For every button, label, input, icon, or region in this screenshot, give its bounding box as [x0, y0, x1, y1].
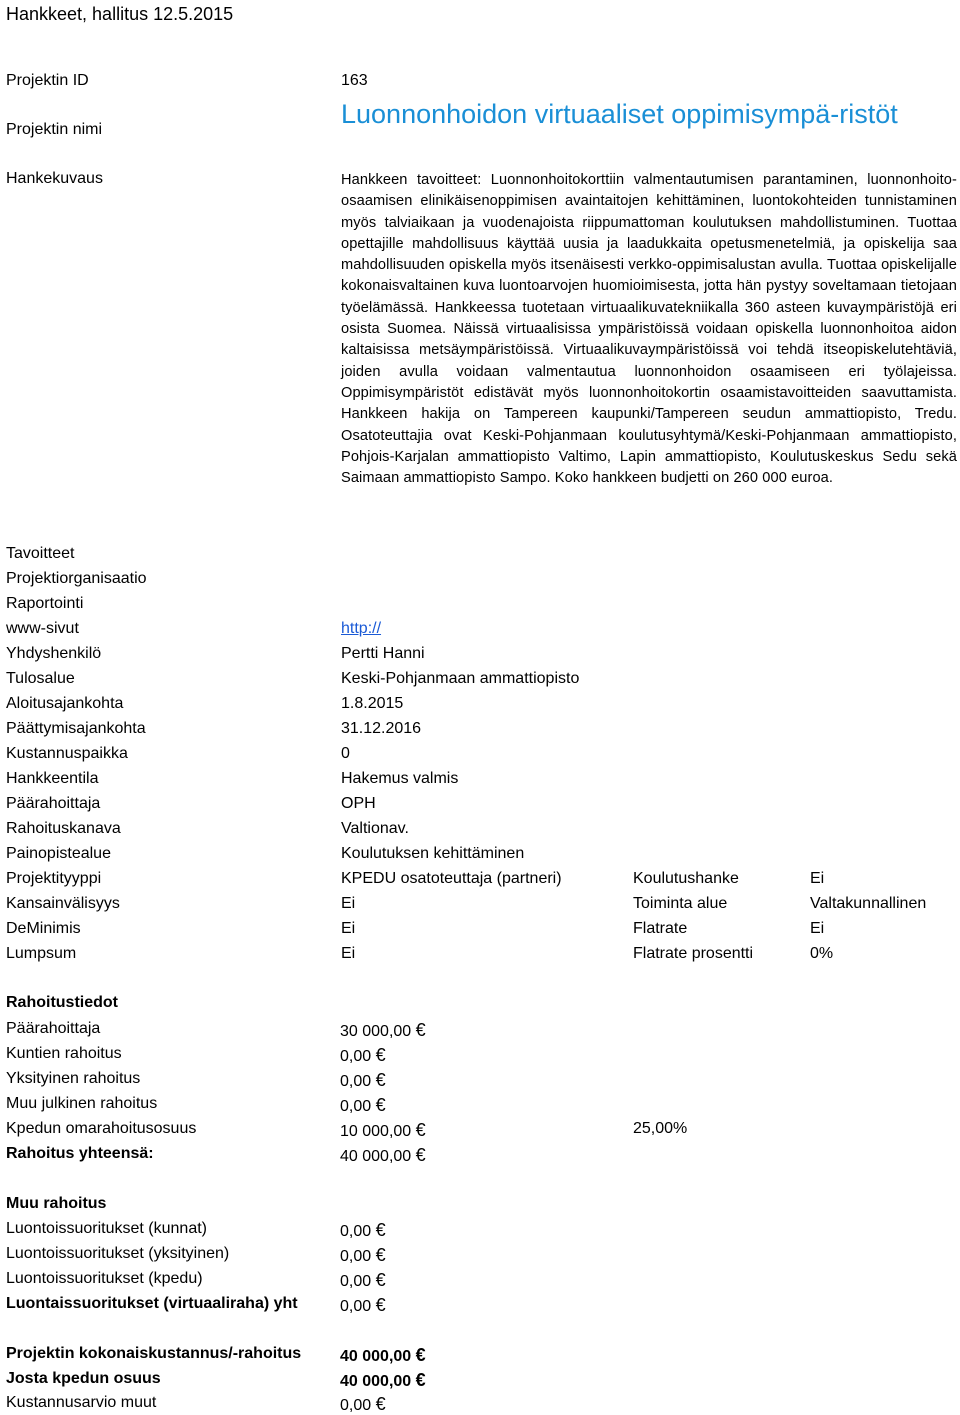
section-heading-rahoitustiedot: Rahoitustiedot [6, 994, 118, 1011]
label-projektiorganisaatio: Projektiorganisaatio [6, 570, 147, 587]
label-deminimis: DeMinimis [6, 920, 81, 937]
amount-value: 0,00 [340, 1273, 372, 1290]
value-projektityyppi: KPEDU osatoteuttaja (partneri) [341, 870, 562, 887]
value-flatrate-prosentti: 0% [810, 945, 834, 962]
value-kpedun-percent: 25,00% [633, 1120, 688, 1137]
euro-icon: € [415, 1145, 426, 1165]
amount-luontaissuoritukset-virtuaaliraha [340, 1295, 386, 1316]
label-muu-julkinen-rahoitus: Muu julkinen rahoitus [6, 1095, 158, 1112]
label-painopistealue: Painopistealue [6, 845, 111, 862]
amount-value: 40 000,00 [340, 1348, 412, 1365]
amount-value: 40 000,00 [340, 1373, 412, 1390]
amount-paarahoittaja [340, 1020, 426, 1041]
document-header: Hankkeet, hallitus 12.5.2015 [6, 4, 234, 24]
label-rahoituskanava: Rahoituskanava [6, 820, 121, 837]
euro-icon: € [375, 1045, 386, 1065]
label-hankkeentila: Hankkeentila [6, 770, 99, 787]
value-kansainvalisyys: Ei [341, 895, 356, 912]
label-rahoitus-yhteensa: Rahoitus yhteensä: [6, 1145, 154, 1162]
amount-value: 40 000,00 [340, 1148, 412, 1165]
amount-rahoitus-yhteensa [340, 1145, 426, 1166]
label-luontoissuoritukset-kpedu: Luontoissuoritukset (kpedu) [6, 1270, 203, 1287]
value-yhdyshenkilo: Pertti Hanni [341, 645, 425, 662]
euro-icon: € [415, 1345, 426, 1365]
label-tavoitteet: Tavoitteet [6, 545, 75, 562]
label-kustannusarvio-muut: Kustannusarvio muut [6, 1394, 157, 1411]
label-luontaissuoritukset-virtuaaliraha: Luontaissuoritukset (virtuaaliraha) yht [6, 1295, 298, 1312]
amount-value: 0,00 [340, 1248, 372, 1265]
label-aloitusajankohta: Aloitusajankohta [6, 695, 124, 712]
value-rahoituskanava: Valtionav. [341, 820, 409, 837]
amount-kokonaiskustannus [340, 1345, 426, 1366]
value-paattymisajankohta: 31.12.2016 [341, 720, 422, 737]
amount-kuntien-rahoitus [340, 1045, 386, 1066]
label-kustannuspaikka: Kustannuspaikka [6, 745, 128, 762]
value-aloitusajankohta: 1.8.2015 [341, 695, 404, 712]
label-hankekuvaus: Hankekuvaus [6, 170, 103, 187]
value-lumpsum: Ei [341, 945, 356, 962]
label-raportointi: Raportointi [6, 595, 84, 612]
label-luontoissuoritukset-kunnat: Luontoissuoritukset (kunnat) [6, 1220, 207, 1237]
project-title: Luonnonhoidon virtuaaliset oppimisympä-ristöt [341, 99, 898, 129]
value-projektin-id: 163 [341, 72, 368, 89]
label-tulosalue: Tulosalue [6, 670, 75, 687]
value-tulosalue: Keski-Pohjanmaan ammattiopisto [341, 670, 580, 687]
amount-luontoissuoritukset-kunnat [340, 1220, 386, 1241]
amount-kpedun-omarahoitusosuus [340, 1120, 426, 1141]
label-www-sivut: www-sivut [6, 620, 79, 637]
value-flatrate: Ei [810, 920, 825, 937]
amount-luontoissuoritukset-kpedu [340, 1270, 386, 1291]
label-kuntien-rahoitus: Kuntien rahoitus [6, 1045, 122, 1062]
value-koulutushanke: Ei [810, 870, 825, 887]
label-koulutushanke: Koulutushanke [633, 870, 739, 887]
label-projektin-id: Projektin ID [6, 72, 89, 89]
euro-icon: € [415, 1120, 426, 1140]
amount-josta-kpedun-osuus [340, 1370, 426, 1391]
amount-value: 0,00 [340, 1298, 372, 1315]
value-toiminta-alue: Valtakunnallinen [810, 895, 927, 912]
euro-icon: € [375, 1220, 386, 1240]
euro-icon: € [375, 1245, 386, 1265]
amount-luontoissuoritukset-yksityinen [340, 1245, 386, 1266]
value-deminimis: Ei [341, 920, 356, 937]
euro-icon: € [375, 1095, 386, 1115]
euro-icon: € [375, 1394, 386, 1414]
label-flatrate: Flatrate [633, 920, 688, 937]
label-rahoitus-paarahoittaja: Päärahoittaja [6, 1020, 101, 1037]
value-painopistealue: Koulutuksen kehittäminen [341, 845, 525, 862]
amount-value: 0,00 [340, 1073, 372, 1090]
label-projektityyppi: Projektityyppi [6, 870, 102, 887]
label-kokonaiskustannus: Projektin kokonaiskustannus/-rahoitus [6, 1345, 302, 1362]
amount-muu-julkinen-rahoitus [340, 1095, 386, 1116]
label-kpedun-omarahoitusosuus: Kpedun omarahoitusosuus [6, 1120, 197, 1137]
amount-value: 0,00 [340, 1098, 372, 1115]
value-paarahoittaja: OPH [341, 795, 376, 812]
label-paattymisajankohta: Päättymisajankohta [6, 720, 146, 737]
label-flatrate-prosentti: Flatrate prosentti [633, 945, 754, 962]
label-toiminta-alue: Toiminta alue [633, 895, 728, 912]
label-kansainvalisyys: Kansainvälisyys [6, 895, 120, 912]
euro-icon: € [415, 1020, 426, 1040]
value-hankkeentila: Hakemus valmis [341, 770, 459, 787]
amount-value: 0,00 [340, 1048, 372, 1065]
label-yhdyshenkilo: Yhdyshenkilö [6, 645, 102, 662]
amount-yksityinen-rahoitus [340, 1070, 386, 1091]
label-luontoissuoritukset-yksityinen: Luontoissuoritukset (yksityinen) [6, 1245, 230, 1262]
value-kustannuspaikka: 0 [341, 745, 350, 762]
label-paarahoittaja: Päärahoittaja [6, 795, 101, 812]
label-projektin-nimi: Projektin nimi [6, 121, 103, 138]
amount-value: 10 000,00 [340, 1123, 412, 1140]
amount-value: 0,00 [340, 1223, 372, 1240]
section-heading-muu-rahoitus: Muu rahoitus [6, 1195, 107, 1212]
euro-icon: € [415, 1370, 426, 1390]
label-josta-kpedun-osuus: Josta kpedun osuus [6, 1370, 161, 1387]
amount-kustannusarvio-muut [340, 1394, 386, 1415]
euro-icon: € [375, 1295, 386, 1315]
euro-icon: € [375, 1070, 386, 1090]
amount-value: 30 000,00 [340, 1023, 412, 1040]
project-description: Hankkeen tavoitteet: Luonnonhoitokorttiin valmentautumisen parantaminen, luonnonhoito-osaamisen elinikäisenoppimisen avaintaitojen kehittäminen, luontokohteiden tunnistaminen myös talviaikaan ja vuodenajoista riippumattoman koulutuksen mahdollistuminen. Tuottaa opettajille mahdollisuus käyttää uusia ja laadukkaita opetusmenetelmiä, ja opiskelija saa mahdollisuuden opiskella myös itsenäisesti verkko-oppimisalustan avulla. Tuottaa opiskelijalle kokonaisvaltainen kuva luontoarvojen huomioimisesta, jotta hän pystyy soveltamaan tietojaan työelämässä. Hankkeessa tuotetaan virtuaalikuvatekniikalla 360 asteen kuvaympäristöjä eri osista Suomea. Näissä virtuaalisissa ympäristöissä voidaan opiskella luonnonhoitoa aidon kaltaisissa metsäympäristöissä. Virtuaalikuvaympäristöissä voi tehdä itseopiskelutehtäviä, joiden avulla voidaan valmentautua luonnonhoidon osaamiseen eri työlajeissa. Oppimisympäristöt edistävät myös luonnonhoitokortin osaamistavoitteiden saavuttamista. Hankkeen hakija on Tampereen kaupunki/Tampereen seudun ammattiopisto, Tredu. Osatoteuttajia ovat Keski-Pohjanmaan koulutusyhtymä/Keski-Pohjanmaan ammattiopisto, Pohjois-Karjalan ammattiopisto Valtimo, Lapin ammattiopisto, Koulutuskeskus Sedu sekä Saimaan ammattiopisto Sampo. Koko hankkeen budjetti on 260 000 euroa. [341, 172, 957, 487]
amount-value: 0,00 [340, 1397, 372, 1414]
website-link[interactable]: http:// [341, 620, 382, 637]
euro-icon: € [375, 1270, 386, 1290]
label-lumpsum: Lumpsum [6, 945, 77, 962]
label-yksityinen-rahoitus: Yksityinen rahoitus [6, 1070, 141, 1087]
